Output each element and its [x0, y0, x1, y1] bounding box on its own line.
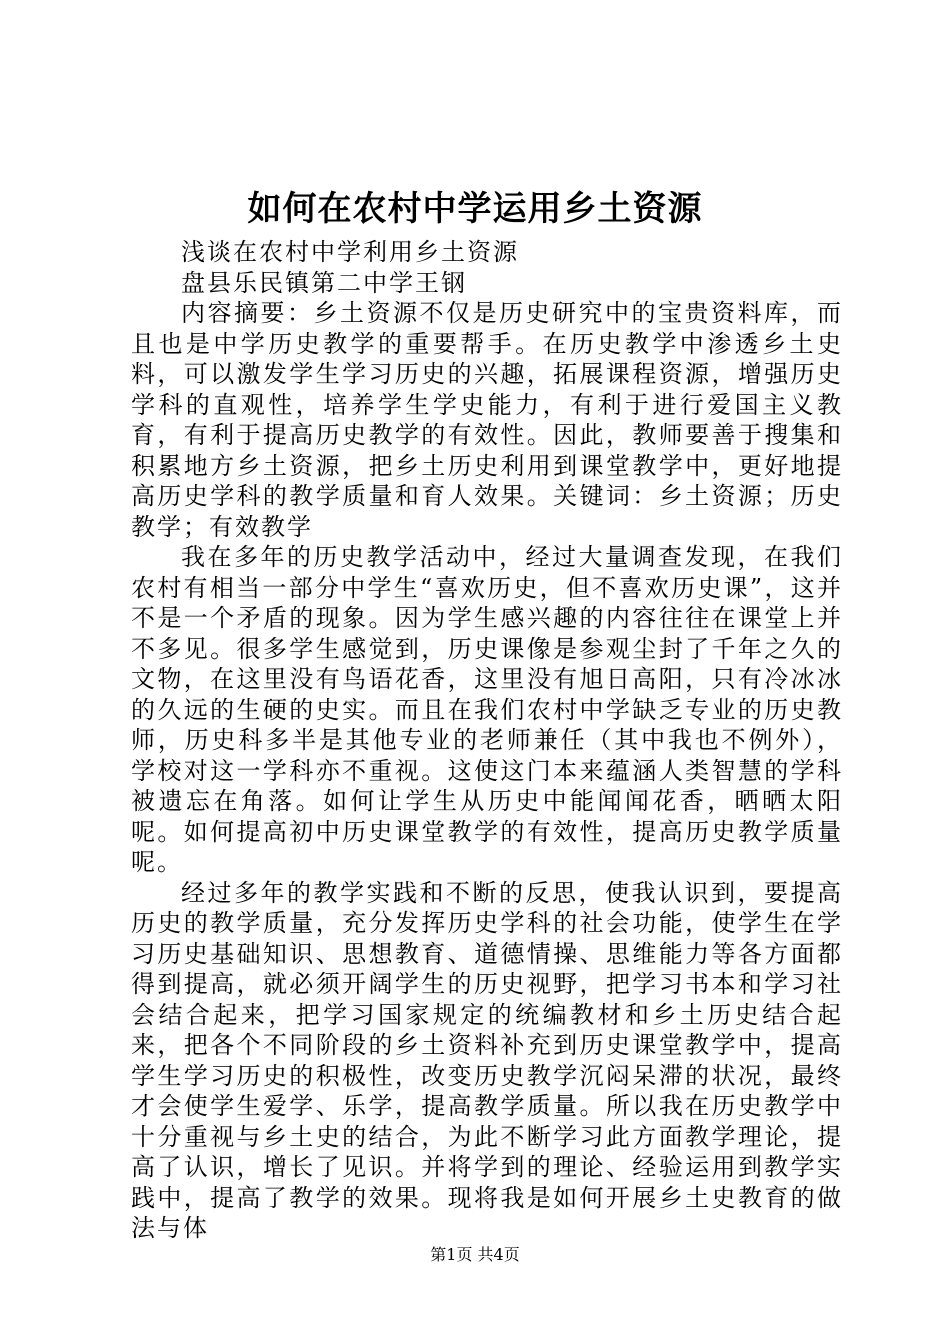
document-body	[131, 237, 843, 1244]
document-title: 如何在农村中学运用乡土资源	[247, 189, 703, 229]
subtitle-line: 浅谈在农村中学利用乡土资源	[181, 238, 519, 266]
abstract-paragraph: 内容摘要：乡土资源不仅是历史研究中的宝贵资料库，而且也是中学历史教学的重要帮手。在历史教学中渗透乡土史料，可以激发学生学习历史的兴趣，拓展课程资源，增强历史学科的直观性，培养学生学史能力，有利于进行爱国主义教育，有利于提高历史教学的有效性。因此，教师要善于搜集和积累地方乡土资源，把乡土历史利用到课堂教学中，更好地提高历史学科的教学质量和育人效果。关键词：乡土资源；历史教学；有效教学	[131, 299, 843, 541]
body-paragraph: 经过多年的教学实践和不断的反思，使我认识到，要提高历史的教学质量，充分发挥历史学科的社会功能，使学生在学习历史基础知识、思想教育、道德情操、思维能力等各方面都得到提高，就必须开阔学生的历史视野，把学习书本和学习社会结合起来，把学习国家规定的统编教材和乡土历史结合起来，把各个不同阶段的乡土资料补充到历史课堂教学中，提高学生学习历史的积极性，改变历史教学沉闷呆滞的状况，最终才会使学生爱学、乐学，提高教学质量。所以我在历史教学中十分重视与乡土史的结合，为此不断学习此方面教学理论，提高了认识，增长了见识。并将学到的理论、经验运用到教学实践中，提高了教学的效果。现将我是如何开展乡土史教育的做法与体	[131, 878, 843, 1242]
page-number-footer: 第1页 共4页	[430, 1245, 520, 1264]
body-paragraph: 我在多年的历史教学活动中，经过大量调查发现，在我们农村有相当一部分中学生“喜欢历史，但不喜欢历史课”，这并不是一个矛盾的现象。因为学生感兴趣的内容往往在课堂上并不多见。很多学生感觉到，历史课像是参观尘封了千年之久的文物，在这里没有鸟语花香，这里没有旭日高阳，只有冷冰冰的久远的生硬的史实。而且在我们农村中学缺乏专业的历史教师，历史科多半是其他专业的老师兼任（其中我也不例外），学校对这一学科亦不重视。这使这门本来蕴涵人类智慧的学科被遗忘在角落。如何让学生从历史中能闻闻花香，晒晒太阳呢。如何提高初中历史课堂教学的有效性，提高历史教学质量呢。	[131, 543, 843, 876]
author-line: 盘县乐民镇第二中学王钢	[181, 268, 467, 297]
